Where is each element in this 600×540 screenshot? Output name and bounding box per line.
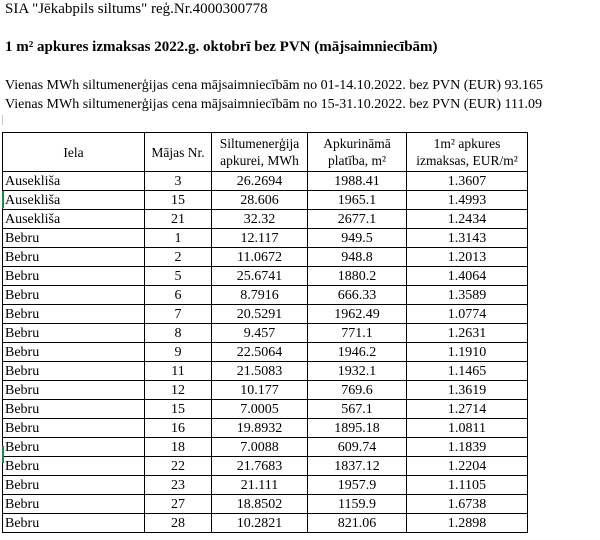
cell-street[interactable]: Bebru <box>3 476 145 495</box>
header-cost-per-m2[interactable]: 1m² apkures izmaksas, EUR/m² <box>407 133 528 172</box>
cell-heated-area[interactable]: 609.74 <box>308 438 407 457</box>
cell-heat-energy[interactable]: 20.5291 <box>212 305 308 324</box>
cell-heated-area[interactable]: 1837.12 <box>308 457 407 476</box>
header-house-number[interactable]: Mājas Nr. <box>145 133 212 172</box>
cell-street[interactable]: Ausekliša <box>3 210 145 229</box>
cell-street[interactable]: Bebru <box>3 248 145 267</box>
cell-street[interactable]: Bebru <box>3 381 145 400</box>
cell-heated-area[interactable]: 948.8 <box>308 248 407 267</box>
cell-house-number[interactable]: 22 <box>145 457 212 476</box>
active-cell-marker <box>2 446 4 463</box>
cell-heated-area[interactable]: 1946.2 <box>308 343 407 362</box>
cell-house-number[interactable]: 3 <box>145 172 212 191</box>
cell-cost-per-m2[interactable]: 1.2204 <box>407 457 528 476</box>
cell-heated-area[interactable]: 1880.2 <box>308 267 407 286</box>
cell-heat-energy[interactable]: 19.8932 <box>212 419 308 438</box>
cell-heat-energy[interactable]: 11.0672 <box>212 248 308 267</box>
cell-street[interactable]: Bebru <box>3 400 145 419</box>
cell-cost-per-m2[interactable]: 1.0774 <box>407 305 528 324</box>
cell-heat-energy[interactable]: 7.0088 <box>212 438 308 457</box>
cell-house-number[interactable]: 27 <box>145 495 212 514</box>
cell-heat-energy[interactable]: 12.117 <box>212 229 308 248</box>
table-row <box>3 514 528 533</box>
table-row <box>3 248 528 267</box>
table-row <box>3 229 528 248</box>
cell-cost-per-m2[interactable]: 1.1910 <box>407 343 528 362</box>
heating-cost-table <box>2 132 528 533</box>
cell-street[interactable]: Ausekliša <box>3 172 145 191</box>
cell-house-number[interactable]: 18 <box>145 438 212 457</box>
cell-house-number[interactable]: 28 <box>145 514 212 533</box>
cell-house-number[interactable]: 15 <box>145 191 212 210</box>
cell-street[interactable]: Bebru <box>3 362 145 381</box>
cell-cost-per-m2[interactable]: 1.3589 <box>407 286 528 305</box>
cell-heated-area[interactable]: 1957.9 <box>308 476 407 495</box>
cell-house-number[interactable]: 11 <box>145 362 212 381</box>
cell-heat-energy[interactable]: 9.457 <box>212 324 308 343</box>
cell-heated-area[interactable]: 1962.49 <box>308 305 407 324</box>
table-row <box>3 172 528 191</box>
cell-street[interactable]: Bebru <box>3 343 145 362</box>
cell-heat-energy[interactable]: 21.7683 <box>212 457 308 476</box>
cell-street[interactable]: Bebru <box>3 438 145 457</box>
page-title: 1 m² apkures izmaksas 2022.g. oktobrī bez PVN (mājsaimniecībām) <box>5 39 438 55</box>
cell-house-number[interactable]: 12 <box>145 381 212 400</box>
table-row <box>3 210 528 229</box>
cell-house-number[interactable]: 1 <box>145 229 212 248</box>
cell-heat-energy[interactable]: 7.0005 <box>212 400 308 419</box>
cell-cost-per-m2[interactable]: 1.4064 <box>407 267 528 286</box>
cell-cost-per-m2[interactable]: 1.2714 <box>407 400 528 419</box>
price-line-1: Vienas MWh siltumenerģijas cena mājsaimniecībām no 01-14.10.2022. bez PVN (EUR) 93.165 <box>5 78 544 93</box>
table-row <box>3 267 528 286</box>
cell-cost-per-m2[interactable]: 1.1105 <box>407 476 528 495</box>
cell-heat-energy[interactable]: 8.7916 <box>212 286 308 305</box>
cell-cost-per-m2[interactable]: 1.2898 <box>407 514 528 533</box>
table-row <box>3 381 528 400</box>
table-header-row <box>3 133 528 172</box>
cell-cost-per-m2[interactable]: 1.3619 <box>407 381 528 400</box>
table-row <box>3 362 528 381</box>
header-street[interactable]: Iela <box>3 133 145 172</box>
cell-street[interactable]: Bebru <box>3 305 145 324</box>
cell-cost-per-m2[interactable]: 1.2631 <box>407 324 528 343</box>
cell-heated-area[interactable]: 769.6 <box>308 381 407 400</box>
table-row <box>3 476 528 495</box>
company-line: SIA "Jēkabpils siltums" reģ.Nr.4000300778 <box>5 1 268 17</box>
cell-heat-energy[interactable]: 26.2694 <box>212 172 308 191</box>
cell-heated-area[interactable]: 1932.1 <box>308 362 407 381</box>
cell-heat-energy[interactable]: 28.606 <box>212 191 308 210</box>
grid-edge <box>2 115 3 125</box>
table-row <box>3 343 528 362</box>
cell-cost-per-m2[interactable]: 1.1839 <box>407 438 528 457</box>
cell-street[interactable]: Bebru <box>3 229 145 248</box>
table-row <box>3 419 528 438</box>
cell-heated-area[interactable]: 567.1 <box>308 400 407 419</box>
cell-heat-energy[interactable]: 25.6741 <box>212 267 308 286</box>
cell-heated-area[interactable]: 1988.41 <box>308 172 407 191</box>
cell-cost-per-m2[interactable]: 1.3607 <box>407 172 528 191</box>
cell-heat-energy[interactable]: 18.8502 <box>212 495 308 514</box>
cell-heated-area[interactable]: 771.1 <box>308 324 407 343</box>
cell-street[interactable]: Bebru <box>3 267 145 286</box>
table-row <box>3 286 528 305</box>
cell-house-number[interactable]: 6 <box>145 286 212 305</box>
cell-heated-area[interactable]: 821.06 <box>308 514 407 533</box>
cell-house-number[interactable]: 8 <box>145 324 212 343</box>
cell-heat-energy[interactable]: 21.5083 <box>212 362 308 381</box>
cell-cost-per-m2[interactable]: 1.1465 <box>407 362 528 381</box>
cell-street[interactable]: Bebru <box>3 495 145 514</box>
cell-heat-energy[interactable]: 21.111 <box>212 476 308 495</box>
cell-house-number[interactable]: 2 <box>145 248 212 267</box>
cell-house-number[interactable]: 16 <box>145 419 212 438</box>
cell-cost-per-m2[interactable]: 1.0811 <box>407 419 528 438</box>
cell-heated-area[interactable]: 1895.18 <box>308 419 407 438</box>
cell-heat-energy[interactable]: 32.32 <box>212 210 308 229</box>
cell-cost-per-m2[interactable]: 1.2013 <box>407 248 528 267</box>
cell-heated-area[interactable]: 2677.1 <box>308 210 407 229</box>
cell-house-number[interactable]: 15 <box>145 400 212 419</box>
header-heat-energy[interactable]: Siltumenerģija apkurei, MWh <box>212 133 308 172</box>
cell-cost-per-m2[interactable]: 1.4993 <box>407 191 528 210</box>
cell-house-number[interactable]: 5 <box>145 267 212 286</box>
cell-cost-per-m2[interactable]: 1.2434 <box>407 210 528 229</box>
cell-heated-area[interactable]: 1965.1 <box>308 191 407 210</box>
cell-heated-area[interactable]: 949.5 <box>308 229 407 248</box>
cell-street[interactable]: Bebru <box>3 324 145 343</box>
cell-house-number[interactable]: 9 <box>145 343 212 362</box>
active-cell-marker <box>2 191 4 208</box>
cell-street[interactable]: Ausekliša <box>3 191 145 210</box>
cell-house-number[interactable]: 23 <box>145 476 212 495</box>
cell-heated-area[interactable]: 666.33 <box>308 286 407 305</box>
cell-cost-per-m2[interactable]: 1.3143 <box>407 229 528 248</box>
table-row <box>3 324 528 343</box>
price-line-2: Vienas MWh siltumenerģijas cena mājsaimniecībām no 15-31.10.2022. bez PVN (EUR) 111.09 <box>5 97 543 112</box>
header-heated-area[interactable]: Apkurināmā platība, m² <box>308 133 407 172</box>
table-row <box>3 457 528 476</box>
cell-street[interactable]: Bebru <box>3 419 145 438</box>
table-row <box>3 305 528 324</box>
cell-heated-area[interactable]: 1159.9 <box>308 495 407 514</box>
table-row <box>3 438 528 457</box>
cell-heat-energy[interactable]: 22.5064 <box>212 343 308 362</box>
cell-heat-energy[interactable]: 10.177 <box>212 381 308 400</box>
cell-street[interactable]: Bebru <box>3 286 145 305</box>
cell-cost-per-m2[interactable]: 1.6738 <box>407 495 528 514</box>
cell-house-number[interactable]: 21 <box>145 210 212 229</box>
cell-street[interactable]: Bebru <box>3 514 145 533</box>
table-row <box>3 400 528 419</box>
table-row <box>3 191 528 210</box>
table-row <box>3 495 528 514</box>
cell-street[interactable]: Bebru <box>3 457 145 476</box>
cell-heat-energy[interactable]: 10.2821 <box>212 514 308 533</box>
cell-house-number[interactable]: 7 <box>145 305 212 324</box>
